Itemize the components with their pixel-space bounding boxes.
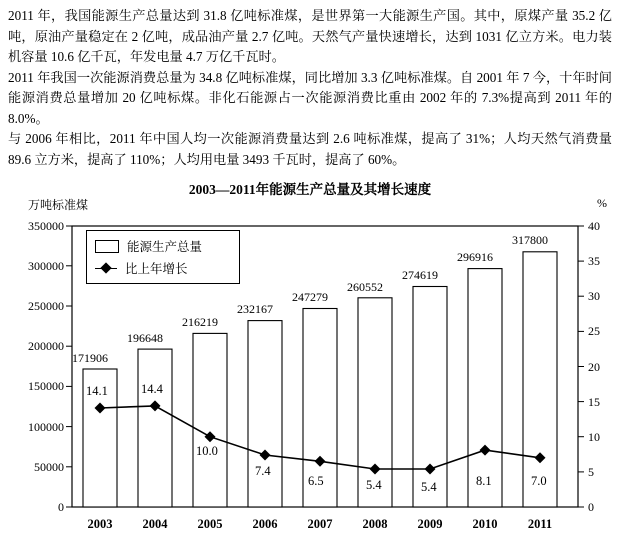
bar-value-2004: 196648: [127, 331, 163, 345]
y2-tick-3: 15: [588, 394, 600, 409]
growth-value-2003: 14.1: [86, 384, 108, 398]
growth-value-2005: 10.0: [196, 444, 218, 458]
bar-value-2008: 260552: [347, 280, 383, 294]
bar-value-2006: 232167: [237, 302, 273, 316]
growth-value-2008: 5.4: [366, 478, 382, 492]
x-tick-2005: 2005: [197, 517, 223, 531]
bar-value-2011: 317800: [512, 233, 548, 247]
y-tick-6: 300000: [28, 258, 64, 273]
bar-value-2010: 296916: [457, 250, 493, 264]
y-tick-1: 50000: [34, 459, 64, 474]
y-tick-4: 200000: [28, 339, 64, 354]
left-axis-unit: 万吨标准煤: [28, 198, 89, 212]
growth-value-2009: 5.4: [421, 480, 437, 494]
chart-title: 2003—2011年能源生产总量及其增长速度: [188, 182, 432, 197]
x-tick-2010: 2010: [472, 517, 498, 531]
y2-tick-5: 25: [588, 324, 600, 339]
x-tick-2004: 2004: [142, 517, 168, 531]
x-tick-2007: 2007: [307, 517, 333, 531]
growth-value-2010: 8.1: [476, 474, 492, 488]
y2-tick-4: 20: [588, 359, 600, 374]
y2-tick-1: 5: [588, 464, 594, 479]
legend-bar-swatch-icon: [95, 240, 119, 253]
x-tick-2011: 2011: [527, 517, 553, 531]
y-tick-5: 250000: [28, 299, 64, 313]
bar-value-2005: 216219: [182, 315, 218, 329]
x-tick-2003: 2003: [87, 517, 113, 531]
legend-label-production: 能源生产总量: [127, 240, 203, 254]
article-text: [8, 6, 612, 170]
right-axis-unit: %: [597, 196, 607, 210]
y2-tick-0: 0: [588, 500, 594, 514]
paragraph-3: 与 2006 年相比，2011 年中国人均一次能源消费量达到 2.6 吨标准煤，提高了 31%；人均天然气消费量 89.6 立方米，提高了 110%；人均用电量 3493 千瓦时，提高了 60%。: [8, 131, 612, 167]
y-tick-7: 350000: [28, 219, 64, 233]
y2-tick-6: 30: [588, 289, 600, 304]
y2-tick-8: 40: [588, 219, 600, 233]
legend-item-bar: [95, 237, 202, 255]
legend-line-swatch-icon: [95, 263, 117, 274]
y2-tick-2: 10: [588, 429, 600, 444]
growth-value-2011: 7.0: [531, 474, 547, 488]
chart-legend: [86, 230, 240, 284]
paragraph-2: 2011 年我国一次能源消费总量为 34.8 亿吨标准煤，同比增加 3.3 亿吨标准煤。自 2001 年 7 今，十年时间能源消费总量增加 20 亿吨标煤。非化石能源占一次能源消费比重由 2002 年的 7.3%提高到 2011 年的 8.0%。: [8, 69, 612, 126]
growth-value-2004: 14.4: [141, 382, 163, 396]
legend-label-growth: 比上年增长: [125, 262, 188, 276]
x-tick-2008: 2008: [362, 517, 388, 531]
legend-item-line: [95, 259, 188, 277]
y-tick-2: 100000: [28, 419, 64, 434]
paragraph-1: 2011 年，我国能源生产总量达到 31.8 亿吨标准煤，是世界第一大能源生产国。其中，原煤产量 35.2 亿吨，原油产量稳定在 2 亿吨，成品油产量 2.7 亿吨。天然气产量快速增长，达到 1031 亿立方米。电力装机容量 10.6 亿千瓦，年发电量 4.7 万亿千瓦时。: [8, 8, 612, 64]
y-tick-0: 0: [58, 500, 64, 514]
y2-tick-7: 35: [588, 254, 600, 269]
chart-plot-area: [0, 212, 620, 542]
growth-value-2006: 7.4: [255, 464, 271, 478]
bar-value-2003: 171906: [72, 351, 108, 365]
bar-value-2007: 247279: [292, 290, 328, 304]
x-tick-2006: 2006: [252, 517, 278, 531]
y-tick-3: 150000: [28, 379, 64, 394]
growth-value-2007: 6.5: [308, 474, 324, 488]
bar-value-2009: 274619: [402, 268, 438, 282]
x-tick-2009: 2009: [417, 517, 443, 531]
